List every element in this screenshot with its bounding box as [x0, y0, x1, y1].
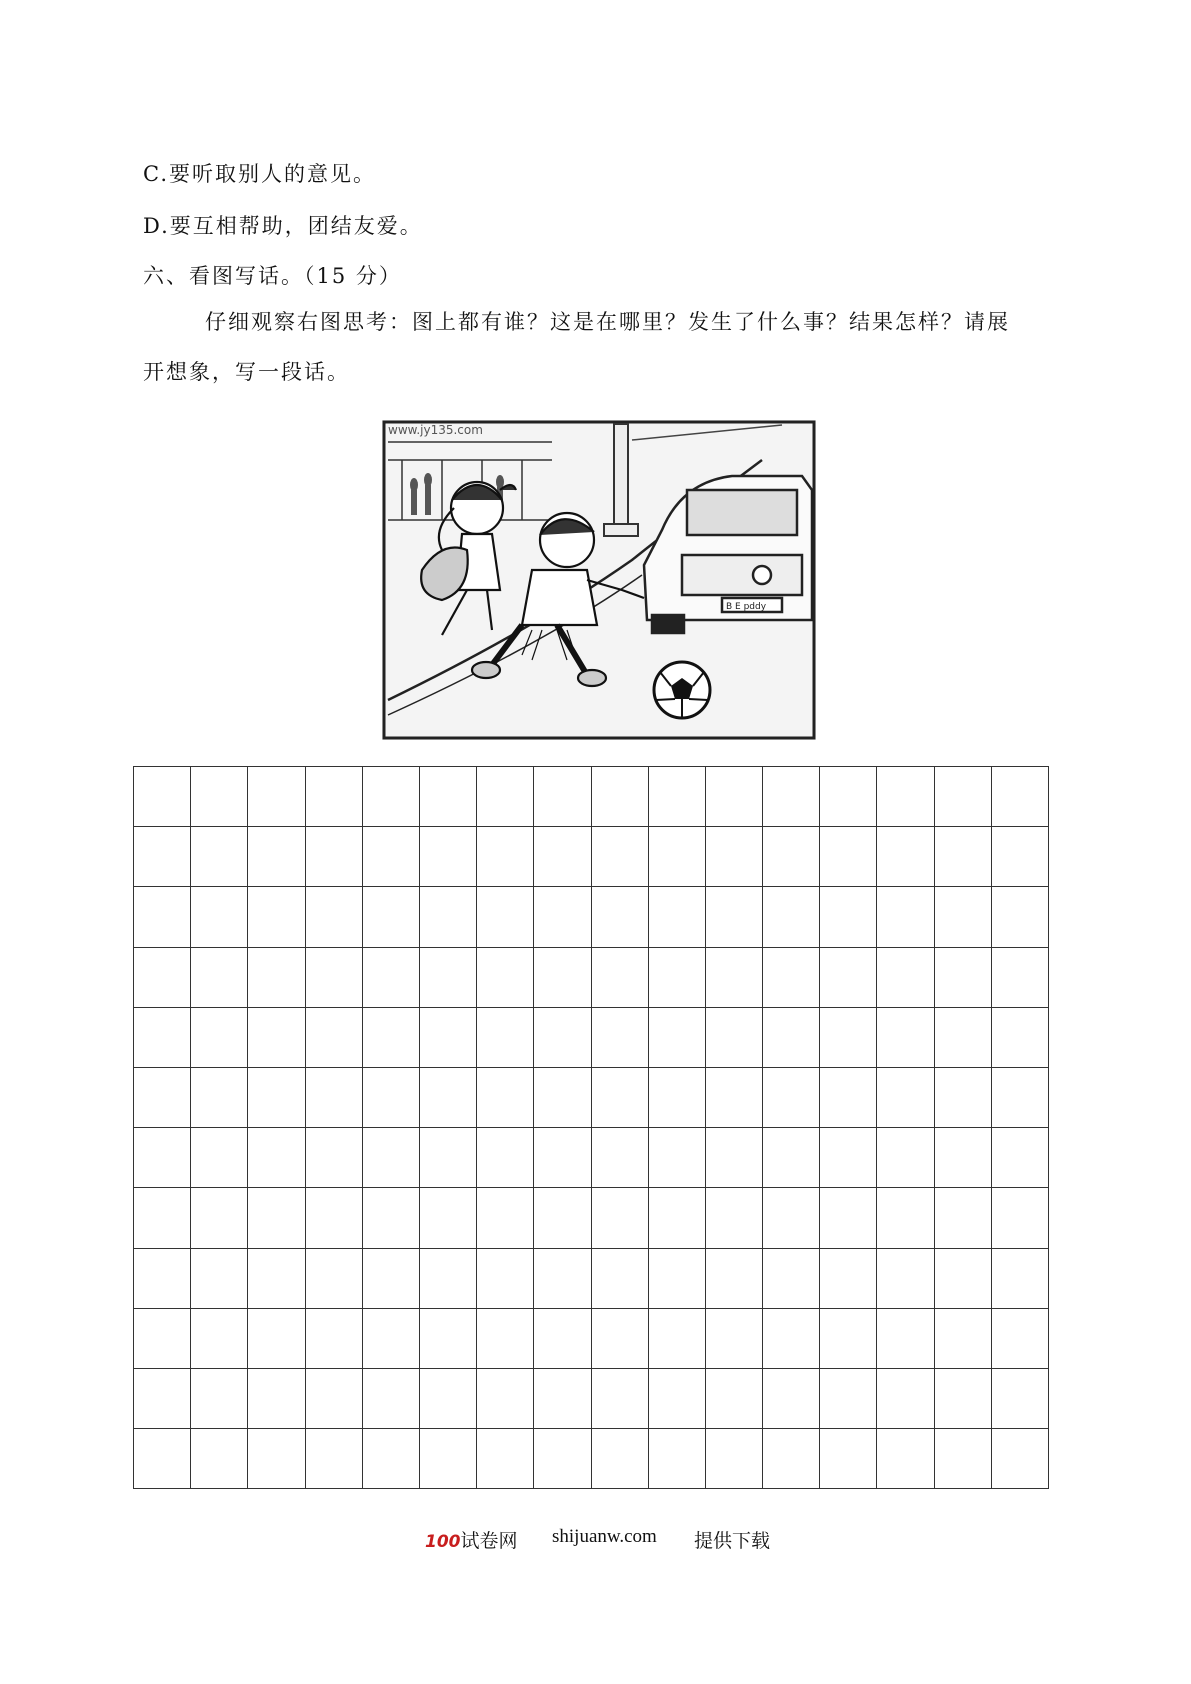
- grid-cell[interactable]: [477, 1368, 534, 1428]
- grid-cell[interactable]: [705, 1429, 762, 1489]
- grid-cell[interactable]: [705, 827, 762, 887]
- grid-cell[interactable]: [419, 827, 476, 887]
- grid-cell[interactable]: [763, 1128, 820, 1188]
- grid-cell[interactable]: [134, 887, 191, 947]
- grid-cell[interactable]: [477, 1188, 534, 1248]
- grid-cell[interactable]: [305, 1188, 362, 1248]
- grid-cell[interactable]: [191, 1308, 248, 1368]
- grid-cell[interactable]: [477, 1128, 534, 1188]
- grid-cell[interactable]: [362, 1429, 419, 1489]
- grid-cell[interactable]: [591, 1067, 648, 1127]
- grid-cell[interactable]: [134, 1429, 191, 1489]
- grid-cell[interactable]: [820, 1308, 877, 1368]
- grid-cell[interactable]: [419, 1429, 476, 1489]
- grid-cell[interactable]: [534, 1248, 591, 1308]
- grid-cell[interactable]: [877, 827, 934, 887]
- grid-cell[interactable]: [763, 887, 820, 947]
- grid-cell[interactable]: [362, 1007, 419, 1067]
- grid-cell[interactable]: [305, 1248, 362, 1308]
- grid-cell[interactable]: [648, 1188, 705, 1248]
- grid-cell[interactable]: [648, 1067, 705, 1127]
- grid-cell[interactable]: [877, 1429, 934, 1489]
- grid-row: [134, 887, 1049, 947]
- grid-cell[interactable]: [648, 1429, 705, 1489]
- grid-cell[interactable]: [934, 827, 991, 887]
- grid-cell[interactable]: [191, 947, 248, 1007]
- grid-cell[interactable]: [191, 1007, 248, 1067]
- soccer-ball: [654, 662, 710, 718]
- license-plate: B E pddy: [726, 602, 767, 612]
- grid-cell[interactable]: [648, 887, 705, 947]
- grid-cell[interactable]: [419, 1248, 476, 1308]
- grid-cell[interactable]: [934, 1007, 991, 1067]
- grid-cell[interactable]: [534, 1067, 591, 1127]
- grid-cell[interactable]: [534, 947, 591, 1007]
- grid-cell[interactable]: [248, 827, 305, 887]
- section-6-prompt-line-1: 仔细观察右图思考：图上都有谁？这是在哪里？发生了什么事？结果怎样？请展: [205, 310, 1010, 334]
- grid-cell[interactable]: [477, 767, 534, 827]
- grid-cell[interactable]: [763, 767, 820, 827]
- grid-cell[interactable]: [591, 1429, 648, 1489]
- grid-cell[interactable]: [477, 1308, 534, 1368]
- grid-cell[interactable]: [362, 1308, 419, 1368]
- grid-cell[interactable]: [248, 1188, 305, 1248]
- grid-row: [134, 1007, 1049, 1067]
- grid-cell[interactable]: [248, 1368, 305, 1428]
- grid-cell[interactable]: [248, 1248, 305, 1308]
- grid-cell[interactable]: [648, 1007, 705, 1067]
- grid-cell[interactable]: [648, 1308, 705, 1368]
- grid-cell[interactable]: [991, 1007, 1048, 1067]
- grid-cell[interactable]: [705, 1188, 762, 1248]
- grid-cell[interactable]: [591, 827, 648, 887]
- footer-provide-download: 提供下载: [694, 1530, 771, 1552]
- grid-cell[interactable]: [763, 827, 820, 887]
- grid-cell[interactable]: [991, 1128, 1048, 1188]
- grid-cell[interactable]: [305, 1368, 362, 1428]
- grid-cell[interactable]: [534, 1188, 591, 1248]
- grid-cell[interactable]: [534, 887, 591, 947]
- grid-cell[interactable]: [305, 887, 362, 947]
- grid-cell[interactable]: [362, 1188, 419, 1248]
- grid-cell[interactable]: [591, 1248, 648, 1308]
- grid-cell[interactable]: [477, 1067, 534, 1127]
- grid-cell[interactable]: [991, 1067, 1048, 1127]
- grid-cell[interactable]: [591, 947, 648, 1007]
- grid-cell[interactable]: [820, 1188, 877, 1248]
- grid-cell[interactable]: [877, 947, 934, 1007]
- grid-cell[interactable]: [820, 1429, 877, 1489]
- grid-cell[interactable]: [248, 1308, 305, 1368]
- grid-cell[interactable]: [934, 887, 991, 947]
- grid-cell[interactable]: [763, 1188, 820, 1248]
- grid-cell[interactable]: [534, 1128, 591, 1188]
- grid-cell[interactable]: [362, 1067, 419, 1127]
- grid-cell[interactable]: [419, 1128, 476, 1188]
- grid-cell[interactable]: [191, 887, 248, 947]
- grid-row: [134, 1067, 1049, 1127]
- grid-cell[interactable]: [362, 887, 419, 947]
- picture-watermark: www.jy135.com: [388, 423, 483, 437]
- grid-cell[interactable]: [934, 1429, 991, 1489]
- grid-cell[interactable]: [248, 1128, 305, 1188]
- grid-cell[interactable]: [763, 1067, 820, 1127]
- grid-cell[interactable]: [648, 827, 705, 887]
- grid-cell[interactable]: [305, 1308, 362, 1368]
- grid-cell[interactable]: [820, 1368, 877, 1428]
- grid-cell[interactable]: [648, 1248, 705, 1308]
- grid-cell[interactable]: [134, 947, 191, 1007]
- grid-row: [134, 1429, 1049, 1489]
- grid-cell[interactable]: [534, 1429, 591, 1489]
- grid-cell[interactable]: [763, 1308, 820, 1368]
- grid-cell[interactable]: [648, 1128, 705, 1188]
- grid-cell[interactable]: [934, 1128, 991, 1188]
- grid-cell[interactable]: [534, 767, 591, 827]
- grid-cell[interactable]: [820, 887, 877, 947]
- grid-cell[interactable]: [648, 1368, 705, 1428]
- grid-cell[interactable]: [591, 1188, 648, 1248]
- grid-cell[interactable]: [362, 1368, 419, 1428]
- grid-cell[interactable]: [820, 1007, 877, 1067]
- section-6-title: 六、看图写话。（15 分）: [143, 264, 402, 288]
- grid-cell[interactable]: [134, 1188, 191, 1248]
- grid-cell[interactable]: [877, 1308, 934, 1368]
- grid-cell[interactable]: [705, 887, 762, 947]
- grid-cell[interactable]: [477, 887, 534, 947]
- grid-cell[interactable]: [477, 1429, 534, 1489]
- grid-cell[interactable]: [820, 1248, 877, 1308]
- grid-cell[interactable]: [419, 887, 476, 947]
- grid-cell[interactable]: [991, 767, 1048, 827]
- grid-cell[interactable]: [362, 1248, 419, 1308]
- grid-cell[interactable]: [419, 767, 476, 827]
- grid-cell[interactable]: [248, 947, 305, 1007]
- grid-cell[interactable]: [934, 1188, 991, 1248]
- grid-row: [134, 1308, 1049, 1368]
- section-6-prompt-line-2: 开想象，写一段话。: [143, 360, 350, 384]
- grid-cell[interactable]: [362, 827, 419, 887]
- grid-cell[interactable]: [934, 1067, 991, 1127]
- grid-cell[interactable]: [248, 1067, 305, 1127]
- grid-cell[interactable]: [248, 1429, 305, 1489]
- grid-cell[interactable]: [934, 1248, 991, 1308]
- grid-cell[interactable]: [934, 767, 991, 827]
- grid-cell[interactable]: [705, 767, 762, 827]
- grid-cell[interactable]: [134, 1067, 191, 1127]
- grid-cell[interactable]: [705, 1128, 762, 1188]
- grid-cell[interactable]: [134, 1368, 191, 1428]
- grid-cell[interactable]: [991, 1188, 1048, 1248]
- grid-cell[interactable]: [991, 1308, 1048, 1368]
- footer: [0, 1526, 1191, 1556]
- grid-cell[interactable]: [877, 1368, 934, 1428]
- grid-cell[interactable]: [305, 947, 362, 1007]
- grid-cell[interactable]: [191, 1188, 248, 1248]
- grid-cell[interactable]: [305, 1067, 362, 1127]
- grid-cell[interactable]: [877, 1067, 934, 1127]
- grid-cell[interactable]: [763, 1248, 820, 1308]
- grid-cell[interactable]: [191, 767, 248, 827]
- composition-writing-grid[interactable]: [133, 766, 1049, 1489]
- grid-cell[interactable]: [991, 887, 1048, 947]
- grid-cell[interactable]: [991, 1429, 1048, 1489]
- grid-cell[interactable]: [134, 767, 191, 827]
- grid-cell[interactable]: [934, 947, 991, 1007]
- grid-cell[interactable]: [134, 827, 191, 887]
- grid-cell[interactable]: [934, 1308, 991, 1368]
- grid-cell[interactable]: [991, 827, 1048, 887]
- grid-cell[interactable]: [591, 767, 648, 827]
- grid-cell[interactable]: [191, 1368, 248, 1428]
- grid-cell[interactable]: [877, 1248, 934, 1308]
- footer-logo: [425, 1526, 518, 1553]
- grid-cell[interactable]: [705, 1248, 762, 1308]
- grid-cell[interactable]: [248, 767, 305, 827]
- grid-cell[interactable]: [191, 1248, 248, 1308]
- grid-cell[interactable]: [419, 1368, 476, 1428]
- grid-row: [134, 767, 1049, 827]
- grid-row: [134, 947, 1049, 1007]
- grid-cell[interactable]: [477, 1007, 534, 1067]
- grid-cell[interactable]: [305, 767, 362, 827]
- grid-cell[interactable]: [877, 1007, 934, 1067]
- grid-cell[interactable]: [134, 1248, 191, 1308]
- grid-cell[interactable]: [477, 1248, 534, 1308]
- grid-row: [134, 1188, 1049, 1248]
- grid-cell[interactable]: [477, 947, 534, 1007]
- grid-cell[interactable]: [534, 1368, 591, 1428]
- grid-cell[interactable]: [591, 1368, 648, 1428]
- grid-cell[interactable]: [648, 767, 705, 827]
- grid-cell[interactable]: [362, 947, 419, 1007]
- grid-cell[interactable]: [705, 1308, 762, 1368]
- grid-cell[interactable]: [477, 827, 534, 887]
- grid-row: [134, 1368, 1049, 1428]
- grid-cell[interactable]: [248, 1007, 305, 1067]
- grid-cell[interactable]: [305, 827, 362, 887]
- grid-cell[interactable]: [763, 947, 820, 1007]
- grid-cell[interactable]: [991, 1248, 1048, 1308]
- footer-site: shijuanw.com: [552, 1526, 657, 1547]
- option-d: D.要互相帮助，团结友爱。: [143, 214, 423, 238]
- grid-cell[interactable]: [591, 1007, 648, 1067]
- grid-cell[interactable]: [763, 1007, 820, 1067]
- grid-cell[interactable]: [134, 1007, 191, 1067]
- grid-cell[interactable]: [934, 1368, 991, 1428]
- grid-cell[interactable]: [362, 1128, 419, 1188]
- grid-cell[interactable]: [705, 1067, 762, 1127]
- grid-cell[interactable]: [191, 1429, 248, 1489]
- grid-cell[interactable]: [991, 1368, 1048, 1428]
- illustration-children-chasing-ball: [382, 420, 816, 740]
- grid-cell[interactable]: [305, 1429, 362, 1489]
- grid-cell[interactable]: [419, 1188, 476, 1248]
- grid-row: [134, 1128, 1049, 1188]
- grid-cell[interactable]: [591, 1308, 648, 1368]
- grid-cell[interactable]: [763, 1368, 820, 1428]
- footer-logo-number: 100: [425, 1532, 461, 1552]
- grid-cell[interactable]: [248, 887, 305, 947]
- grid-cell[interactable]: [591, 887, 648, 947]
- grid-cell[interactable]: [820, 827, 877, 887]
- grid-cell[interactable]: [191, 827, 248, 887]
- grid-cell[interactable]: [419, 947, 476, 1007]
- grid-cell[interactable]: [534, 1007, 591, 1067]
- grid-cell[interactable]: [419, 1007, 476, 1067]
- grid-row: [134, 1248, 1049, 1308]
- grid-cell[interactable]: [877, 887, 934, 947]
- grid-cell[interactable]: [591, 1128, 648, 1188]
- grid-cell[interactable]: [877, 1128, 934, 1188]
- grid-cell[interactable]: [877, 1188, 934, 1248]
- grid-cell[interactable]: [305, 1128, 362, 1188]
- grid-cell[interactable]: [534, 827, 591, 887]
- grid-cell[interactable]: [705, 1007, 762, 1067]
- grid-cell[interactable]: [705, 947, 762, 1007]
- grid-cell[interactable]: [877, 767, 934, 827]
- grid-cell[interactable]: [648, 947, 705, 1007]
- option-c: C.要听取别人的意见。: [143, 162, 376, 186]
- grid-cell[interactable]: [820, 1128, 877, 1188]
- grid-cell[interactable]: [191, 1067, 248, 1127]
- grid-cell[interactable]: [820, 1067, 877, 1127]
- grid-cell[interactable]: [134, 1308, 191, 1368]
- grid-cell[interactable]: [763, 1429, 820, 1489]
- grid-cell[interactable]: [134, 1128, 191, 1188]
- grid-cell[interactable]: [305, 1007, 362, 1067]
- grid-cell[interactable]: [820, 947, 877, 1007]
- grid-cell[interactable]: [705, 1368, 762, 1428]
- grid-cell[interactable]: [534, 1308, 591, 1368]
- footer-logo-text: 试卷网: [460, 1530, 518, 1552]
- grid-cell[interactable]: [991, 947, 1048, 1007]
- grid-cell[interactable]: [419, 1067, 476, 1127]
- grid-cell[interactable]: [362, 767, 419, 827]
- grid-row: [134, 827, 1049, 887]
- grid-cell[interactable]: [419, 1308, 476, 1368]
- grid-cell[interactable]: [191, 1128, 248, 1188]
- grid-cell[interactable]: [820, 767, 877, 827]
